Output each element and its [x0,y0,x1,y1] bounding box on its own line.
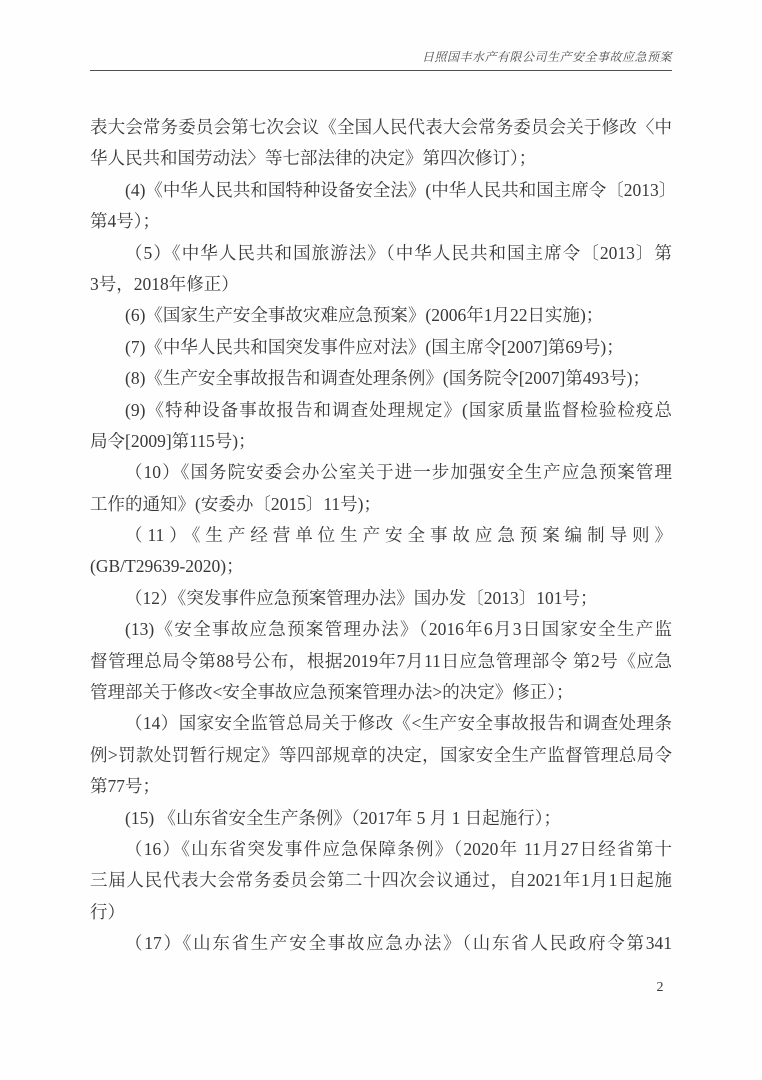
document-line: （11）《生产经营单位生产安全事故应急预案编制导则》 [125,525,672,546]
document-line: 3号，2018年修正） [90,273,239,294]
document-line: (13)《安全事故应急预案管理办法》（2016年6月3日国家安全生产监 [125,619,672,640]
document-line: 督管理总局令第88号公布，根据2019年7月11日应急管理部令 第2号《应急 [90,650,672,671]
document-line: (GB/T29639-2020)； [90,556,244,577]
page-number: 2 [656,980,664,995]
document-line: (7)《中华人民共和国突发事件应对法》(国主席令[2007]第69号)； [125,336,624,357]
header-divider-line [90,70,672,71]
document-line: (9)《特种设备事故报告和调查处理规定》(国家质量监督检验检疫总 [125,399,672,420]
document-line: (8)《生产安全事故报告和调查处理条例》(国务院令[2007]第493号)； [125,368,650,389]
document-line: 第4号）； [90,211,160,232]
document-line: (4)《中华人民共和国特种设备安全法》(中华人民共和国主席令〔2013〕 [125,179,677,200]
document-line: 三届人民代表大会常务委员会第二十四次会议通过，自2021年1月1日起施 [90,870,672,891]
document-line: 工作的通知》(安委办〔2015〕11号)； [90,493,382,514]
document-line: 行） [90,901,125,922]
document-line: （12）《突发事件应急预案管理办法》国办发〔2013〕101号； [125,587,598,608]
document-line: (15) 《山东省安全生产条例》（2017年 5 月 1 日起施行）； [125,807,562,828]
document-line: (6)《国家生产安全事故灾难应急预案》(2006年1月22日实施)； [125,305,604,326]
document-line: 管理部关于修改<安全事故应急预案管理办法>的决定》修正）； [90,682,574,703]
page-header-title: 日照国丰水产有限公司生产安全事故应急预案 [421,50,672,64]
document-line: （16）《山东省突发事件应急保障条例》（2020年 11月27日经省第十 [125,838,672,859]
document-line: （5）《中华人民共和国旅游法》（中华人民共和国主席令〔2013〕第 [125,242,672,263]
document-line: （10）《国务院安委会办公室关于进一步加强安全生产应急预案管理 [125,462,672,483]
document-line: （14）国家安全监管总局关于修改《<生产安全事故报告和调查处理条 [125,713,672,734]
document-line: 表大会常务委员会第七次会议《全国人民代表大会常务委员会关于修改〈中 [90,117,672,137]
document-line: 第77号； [90,776,160,797]
document-line: （17）《山东省生产安全事故应急办法》（山东省人民政府令第341 [125,933,672,954]
document-body [90,112,677,960]
document-line: 例>罚款处罚暂行规定》等四部规章的决定，国家安全生产监督管理总局令 [90,744,672,765]
document-line: 华人民共和国劳动法〉等七部法律的决定》第四次修订）； [90,148,537,169]
document-line: 局令[2009]第115号)； [90,430,256,451]
